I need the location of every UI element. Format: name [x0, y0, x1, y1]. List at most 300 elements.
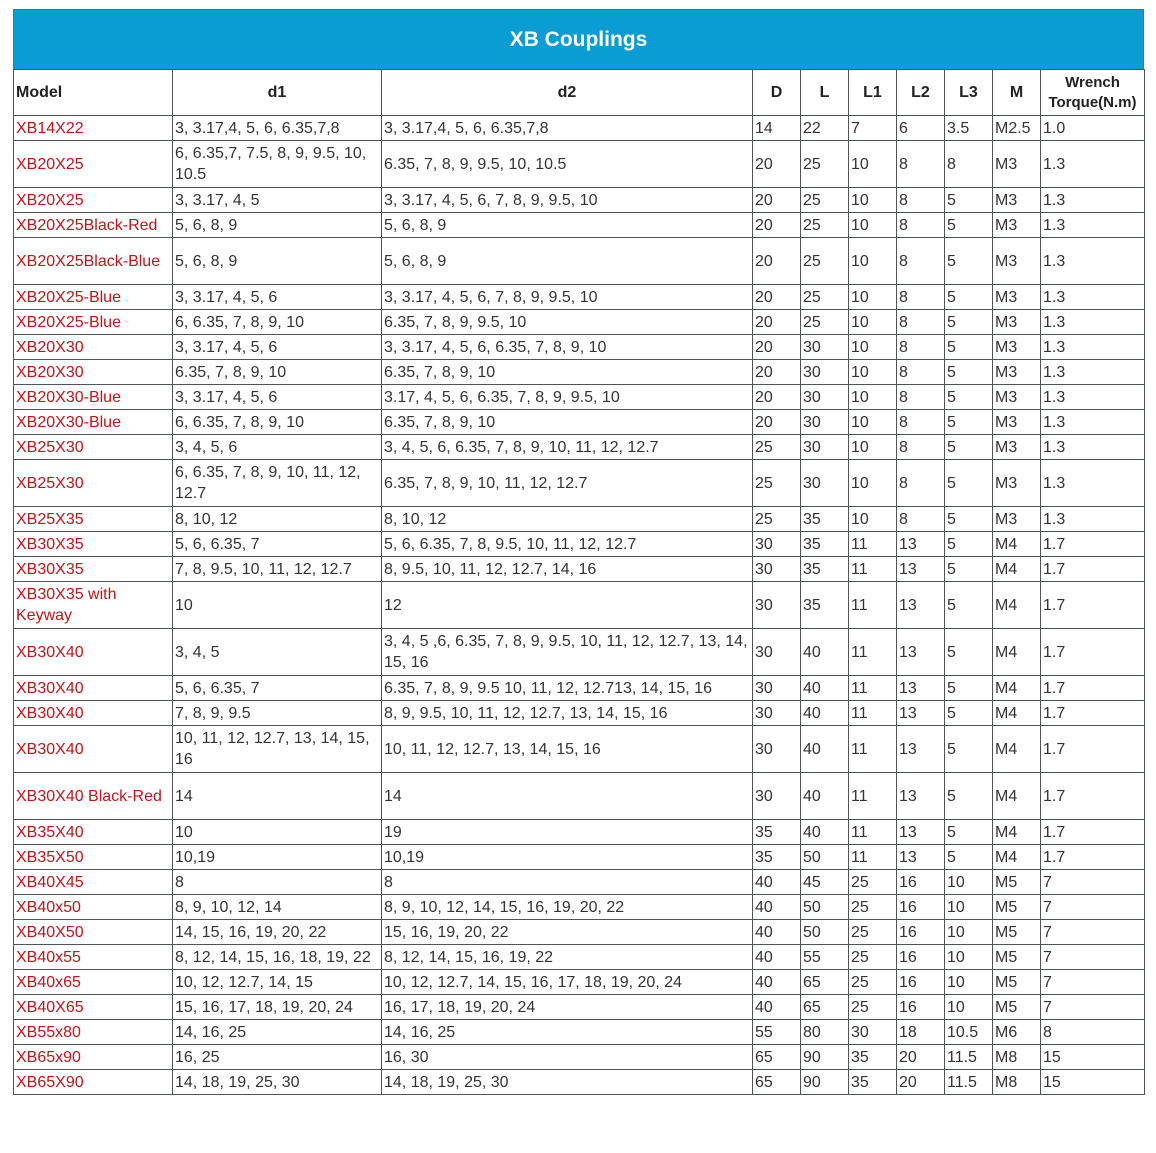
cell-l3: 5 [945, 335, 993, 360]
table-row [14, 726, 1145, 773]
cell-l1: 25 [849, 995, 897, 1020]
cell-d1: 7, 8, 9.5, 10, 11, 12, 12.7 [173, 557, 382, 582]
cell-d2: 8, 9, 10, 12, 14, 15, 16, 19, 20, 22 [382, 895, 753, 920]
cell-m: M4 [993, 582, 1041, 629]
header-L3: L3 [945, 70, 993, 116]
cell-m: M3 [993, 385, 1041, 410]
cell-m: M3 [993, 238, 1041, 285]
table-row [14, 410, 1145, 435]
cell-l3: 5 [945, 676, 993, 701]
cell-l3: 11.5 [945, 1070, 993, 1095]
table-row [14, 435, 1145, 460]
cell-l3: 5 [945, 213, 993, 238]
cell-l2: 13 [897, 701, 945, 726]
cell-l: 30 [801, 360, 849, 385]
cell-torque: 7 [1041, 995, 1145, 1020]
cell-l2: 8 [897, 410, 945, 435]
cell-torque: 1.3 [1041, 460, 1145, 507]
cell-l2: 16 [897, 870, 945, 895]
cell-m: M3 [993, 141, 1041, 188]
cell-d2: 3, 3.17, 4, 5, 6, 6.35, 7, 8, 9, 10 [382, 335, 753, 360]
table-row [14, 995, 1145, 1020]
cell-l: 35 [801, 582, 849, 629]
cell-l3: 5 [945, 310, 993, 335]
cell-model: XB25X35 [14, 507, 173, 532]
cell-d1: 10 [173, 582, 382, 629]
cell-l2: 8 [897, 141, 945, 188]
cell-d2: 6.35, 7, 8, 9, 9.5 10, 11, 12, 12.713, 14, 15, 16 [382, 676, 753, 701]
cell-d: 30 [753, 582, 801, 629]
cell-l: 50 [801, 895, 849, 920]
cell-d: 20 [753, 335, 801, 360]
cell-l1: 25 [849, 870, 897, 895]
cell-l3: 5 [945, 410, 993, 435]
cell-l1: 10 [849, 285, 897, 310]
cell-torque: 1.3 [1041, 310, 1145, 335]
cell-l: 25 [801, 285, 849, 310]
cell-l: 40 [801, 726, 849, 773]
cell-m: M8 [993, 1045, 1041, 1070]
table-row [14, 870, 1145, 895]
cell-d2: 5, 6, 6.35, 7, 8, 9.5, 10, 11, 12, 12.7 [382, 532, 753, 557]
cell-d: 30 [753, 532, 801, 557]
cell-torque: 1.7 [1041, 557, 1145, 582]
cell-d2: 3, 4, 5, 6, 6.35, 7, 8, 9, 10, 11, 12, 12.7 [382, 435, 753, 460]
cell-model: XB65x90 [14, 1045, 173, 1070]
table-row [14, 385, 1145, 410]
cell-l2: 13 [897, 726, 945, 773]
cell-l: 30 [801, 435, 849, 460]
cell-model: XB30X40 [14, 726, 173, 773]
cell-m: M4 [993, 557, 1041, 582]
cell-l2: 13 [897, 820, 945, 845]
cell-d: 30 [753, 726, 801, 773]
cell-m: M5 [993, 870, 1041, 895]
cell-l: 35 [801, 532, 849, 557]
cell-model: XB20X30-Blue [14, 410, 173, 435]
cell-d: 20 [753, 213, 801, 238]
cell-d2: 8 [382, 870, 753, 895]
cell-d1: 10 [173, 820, 382, 845]
cell-l1: 10 [849, 213, 897, 238]
cell-d2: 14, 16, 25 [382, 1020, 753, 1045]
cell-l1: 10 [849, 410, 897, 435]
cell-m: M4 [993, 676, 1041, 701]
table-row [14, 238, 1145, 285]
cell-d1: 8, 9, 10, 12, 14 [173, 895, 382, 920]
cell-d: 20 [753, 385, 801, 410]
cell-d2: 6.35, 7, 8, 9, 10 [382, 410, 753, 435]
cell-model: XB20X25-Blue [14, 310, 173, 335]
cell-l3: 10 [945, 920, 993, 945]
cell-m: M2.5 [993, 116, 1041, 141]
cell-d2: 16, 17, 18, 19, 20, 24 [382, 995, 753, 1020]
cell-l: 25 [801, 213, 849, 238]
cell-torque: 7 [1041, 920, 1145, 945]
cell-d: 40 [753, 970, 801, 995]
cell-model: XB20X30 [14, 360, 173, 385]
cell-torque: 1.3 [1041, 385, 1145, 410]
cell-model: XB30X40 [14, 676, 173, 701]
cell-l1: 25 [849, 920, 897, 945]
cell-d1: 3, 3.17,4, 5, 6, 6.35,7,8 [173, 116, 382, 141]
cell-l2: 16 [897, 995, 945, 1020]
cell-model: XB25X30 [14, 435, 173, 460]
cell-model: XB30X40 [14, 629, 173, 676]
cell-d: 30 [753, 629, 801, 676]
cell-l: 30 [801, 460, 849, 507]
header-d2: d2 [382, 70, 753, 116]
cell-l2: 8 [897, 507, 945, 532]
cell-l1: 10 [849, 310, 897, 335]
cell-l1: 10 [849, 360, 897, 385]
cell-l3: 5 [945, 435, 993, 460]
cell-d2: 15, 16, 19, 20, 22 [382, 920, 753, 945]
cell-m: M3 [993, 285, 1041, 310]
cell-m: M4 [993, 701, 1041, 726]
couplings-table-container [13, 9, 1144, 1095]
table-row [14, 895, 1145, 920]
cell-l3: 10.5 [945, 1020, 993, 1045]
cell-model: XB40X65 [14, 995, 173, 1020]
cell-d1: 3, 3.17, 4, 5, 6 [173, 285, 382, 310]
header-model: Model [14, 70, 173, 116]
cell-d1: 14, 15, 16, 19, 20, 22 [173, 920, 382, 945]
cell-l2: 8 [897, 335, 945, 360]
cell-torque: 1.3 [1041, 285, 1145, 310]
cell-l2: 18 [897, 1020, 945, 1045]
table-row [14, 188, 1145, 213]
cell-l3: 8 [945, 141, 993, 188]
cell-m: M4 [993, 629, 1041, 676]
cell-model: XB65X90 [14, 1070, 173, 1095]
cell-l2: 13 [897, 773, 945, 820]
cell-d1: 5, 6, 8, 9 [173, 213, 382, 238]
cell-l1: 30 [849, 1020, 897, 1045]
cell-l3: 5 [945, 385, 993, 410]
cell-m: M5 [993, 970, 1041, 995]
cell-torque: 1.3 [1041, 410, 1145, 435]
table-row [14, 532, 1145, 557]
table-row [14, 629, 1145, 676]
cell-l: 30 [801, 385, 849, 410]
header-row [14, 70, 1145, 116]
cell-m: M3 [993, 435, 1041, 460]
cell-d: 25 [753, 507, 801, 532]
table-row [14, 360, 1145, 385]
cell-l3: 5 [945, 532, 993, 557]
header-L: L [801, 70, 849, 116]
cell-d1: 8 [173, 870, 382, 895]
cell-model: XB20X25Black-Blue [14, 238, 173, 285]
table-row [14, 335, 1145, 360]
cell-l1: 11 [849, 582, 897, 629]
cell-l3: 5 [945, 238, 993, 285]
cell-d1: 8, 10, 12 [173, 507, 382, 532]
cell-model: XB40x50 [14, 895, 173, 920]
cell-l3: 10 [945, 970, 993, 995]
cell-torque: 1.7 [1041, 582, 1145, 629]
cell-l3: 11.5 [945, 1045, 993, 1070]
cell-l: 90 [801, 1070, 849, 1095]
cell-d1: 10, 12, 12.7, 14, 15 [173, 970, 382, 995]
cell-d1: 3, 3.17, 4, 5 [173, 188, 382, 213]
cell-d: 40 [753, 920, 801, 945]
cell-d2: 19 [382, 820, 753, 845]
cell-d2: 8, 10, 12 [382, 507, 753, 532]
cell-torque: 1.7 [1041, 629, 1145, 676]
cell-l1: 11 [849, 557, 897, 582]
cell-torque: 1.7 [1041, 726, 1145, 773]
cell-model: XB40X45 [14, 870, 173, 895]
cell-l2: 8 [897, 285, 945, 310]
cell-l: 40 [801, 701, 849, 726]
cell-d: 30 [753, 773, 801, 820]
cell-m: M4 [993, 845, 1041, 870]
cell-torque: 1.3 [1041, 435, 1145, 460]
cell-d1: 14, 18, 19, 25, 30 [173, 1070, 382, 1095]
cell-l: 65 [801, 970, 849, 995]
cell-l2: 8 [897, 385, 945, 410]
cell-m: M3 [993, 507, 1041, 532]
cell-d2: 6.35, 7, 8, 9, 9.5, 10, 10.5 [382, 141, 753, 188]
table-row [14, 945, 1145, 970]
cell-l: 25 [801, 188, 849, 213]
cell-model: XB20X30-Blue [14, 385, 173, 410]
cell-d: 20 [753, 285, 801, 310]
cell-l: 55 [801, 945, 849, 970]
cell-l: 45 [801, 870, 849, 895]
cell-d2: 10, 11, 12, 12.7, 13, 14, 15, 16 [382, 726, 753, 773]
cell-d: 14 [753, 116, 801, 141]
cell-model: XB55x80 [14, 1020, 173, 1045]
cell-l: 25 [801, 310, 849, 335]
cell-l2: 16 [897, 920, 945, 945]
table-row [14, 116, 1145, 141]
cell-l1: 10 [849, 385, 897, 410]
cell-l: 30 [801, 410, 849, 435]
cell-l3: 5 [945, 701, 993, 726]
cell-l1: 35 [849, 1070, 897, 1095]
cell-m: M3 [993, 213, 1041, 238]
cell-m: M6 [993, 1020, 1041, 1045]
cell-l1: 11 [849, 532, 897, 557]
table-row [14, 845, 1145, 870]
cell-l: 25 [801, 238, 849, 285]
cell-l: 50 [801, 845, 849, 870]
table-row [14, 676, 1145, 701]
cell-l2: 16 [897, 970, 945, 995]
cell-l3: 10 [945, 945, 993, 970]
cell-d: 65 [753, 1070, 801, 1095]
cell-d: 30 [753, 701, 801, 726]
cell-l2: 8 [897, 435, 945, 460]
cell-l1: 35 [849, 1045, 897, 1070]
header-M: M [993, 70, 1041, 116]
cell-model: XB20X25 [14, 141, 173, 188]
cell-m: M8 [993, 1070, 1041, 1095]
cell-d2: 8, 12, 14, 15, 16, 19, 22 [382, 945, 753, 970]
cell-m: M3 [993, 460, 1041, 507]
cell-d2: 5, 6, 8, 9 [382, 238, 753, 285]
cell-d1: 3, 4, 5 [173, 629, 382, 676]
cell-torque: 1.3 [1041, 188, 1145, 213]
cell-d1: 14, 16, 25 [173, 1020, 382, 1045]
cell-d: 35 [753, 820, 801, 845]
cell-d2: 8, 9, 9.5, 10, 11, 12, 12.7, 13, 14, 15, 16 [382, 701, 753, 726]
cell-torque: 1.7 [1041, 701, 1145, 726]
cell-d1: 6.35, 7, 8, 9, 10 [173, 360, 382, 385]
cell-l1: 10 [849, 141, 897, 188]
cell-torque: 7 [1041, 945, 1145, 970]
cell-torque: 1.0 [1041, 116, 1145, 141]
cell-l: 22 [801, 116, 849, 141]
cell-l: 50 [801, 920, 849, 945]
cell-l: 40 [801, 773, 849, 820]
cell-l2: 13 [897, 845, 945, 870]
cell-d1: 6, 6.35, 7, 8, 9, 10, 11, 12, 12.7 [173, 460, 382, 507]
cell-d2: 3, 3.17,4, 5, 6, 6.35,7,8 [382, 116, 753, 141]
table-row [14, 460, 1145, 507]
cell-l2: 8 [897, 188, 945, 213]
cell-model: XB20X25 [14, 188, 173, 213]
cell-l1: 10 [849, 335, 897, 360]
cell-m: M5 [993, 920, 1041, 945]
cell-l: 65 [801, 995, 849, 1020]
cell-l1: 11 [849, 773, 897, 820]
cell-l3: 5 [945, 557, 993, 582]
cell-d: 55 [753, 1020, 801, 1045]
cell-l: 80 [801, 1020, 849, 1045]
cell-d: 20 [753, 410, 801, 435]
cell-l1: 11 [849, 701, 897, 726]
cell-model: XB20X30 [14, 335, 173, 360]
cell-l2: 13 [897, 557, 945, 582]
table-row [14, 507, 1145, 532]
cell-model: XB30X35 [14, 557, 173, 582]
cell-m: M3 [993, 310, 1041, 335]
cell-m: M4 [993, 820, 1041, 845]
cell-l1: 25 [849, 970, 897, 995]
cell-d: 30 [753, 557, 801, 582]
cell-torque: 1.7 [1041, 820, 1145, 845]
cell-d1: 7, 8, 9, 9.5 [173, 701, 382, 726]
table-row [14, 582, 1145, 629]
cell-m: M5 [993, 995, 1041, 1020]
cell-l2: 8 [897, 310, 945, 335]
table-row [14, 1045, 1145, 1070]
cell-d1: 5, 6, 8, 9 [173, 238, 382, 285]
cell-d1: 5, 6, 6.35, 7 [173, 676, 382, 701]
cell-d2: 3, 3.17, 4, 5, 6, 7, 8, 9, 9.5, 10 [382, 285, 753, 310]
cell-l3: 10 [945, 895, 993, 920]
cell-l: 35 [801, 557, 849, 582]
cell-l2: 13 [897, 532, 945, 557]
cell-torque: 15 [1041, 1045, 1145, 1070]
cell-model: XB35X50 [14, 845, 173, 870]
cell-l2: 8 [897, 213, 945, 238]
header-wrench-line2: Torque(N.m) [1048, 93, 1137, 111]
cell-model: XB35X40 [14, 820, 173, 845]
cell-l3: 5 [945, 188, 993, 213]
cell-l1: 10 [849, 238, 897, 285]
table-row [14, 701, 1145, 726]
table-title: XB Couplings [13, 9, 1144, 69]
cell-m: M3 [993, 410, 1041, 435]
cell-l3: 10 [945, 995, 993, 1020]
cell-d1: 6, 6.35, 7, 8, 9, 10 [173, 410, 382, 435]
table-row [14, 773, 1145, 820]
cell-l1: 10 [849, 435, 897, 460]
header-wrench-line1: Wrench [1065, 73, 1120, 91]
cell-l3: 5 [945, 582, 993, 629]
cell-l2: 16 [897, 895, 945, 920]
cell-model: XB40X50 [14, 920, 173, 945]
cell-d: 40 [753, 895, 801, 920]
cell-l1: 25 [849, 945, 897, 970]
cell-d1: 15, 16, 17, 18, 19, 20, 24 [173, 995, 382, 1020]
cell-l3: 5 [945, 726, 993, 773]
header-d1: d1 [173, 70, 382, 116]
cell-l2: 13 [897, 676, 945, 701]
cell-l: 40 [801, 820, 849, 845]
header-L1: L1 [849, 70, 897, 116]
cell-d2: 6.35, 7, 8, 9, 10 [382, 360, 753, 385]
cell-m: M3 [993, 335, 1041, 360]
cell-torque: 15 [1041, 1070, 1145, 1095]
cell-d2: 14 [382, 773, 753, 820]
cell-d: 20 [753, 310, 801, 335]
cell-d: 25 [753, 460, 801, 507]
cell-torque: 1.7 [1041, 773, 1145, 820]
table-row [14, 820, 1145, 845]
cell-d1: 3, 3.17, 4, 5, 6 [173, 385, 382, 410]
cell-model: XB14X22 [14, 116, 173, 141]
cell-l3: 5 [945, 629, 993, 676]
cell-torque: 1.3 [1041, 141, 1145, 188]
cell-l2: 20 [897, 1045, 945, 1070]
cell-l: 40 [801, 676, 849, 701]
table-row [14, 1070, 1145, 1095]
cell-torque: 7 [1041, 870, 1145, 895]
cell-l2: 13 [897, 629, 945, 676]
cell-l1: 11 [849, 845, 897, 870]
table-row [14, 213, 1145, 238]
cell-d: 30 [753, 676, 801, 701]
cell-d2: 3.17, 4, 5, 6, 6.35, 7, 8, 9, 9.5, 10 [382, 385, 753, 410]
cell-l3: 5 [945, 460, 993, 507]
cell-l1: 10 [849, 507, 897, 532]
table-row [14, 970, 1145, 995]
cell-torque: 7 [1041, 895, 1145, 920]
cell-l1: 11 [849, 676, 897, 701]
cell-d2: 5, 6, 8, 9 [382, 213, 753, 238]
cell-l1: 25 [849, 895, 897, 920]
table-row [14, 310, 1145, 335]
cell-d1: 8, 12, 14, 15, 16, 18, 19, 22 [173, 945, 382, 970]
cell-m: M4 [993, 726, 1041, 773]
header-D: D [753, 70, 801, 116]
cell-d2: 14, 18, 19, 25, 30 [382, 1070, 753, 1095]
cell-model: XB40x55 [14, 945, 173, 970]
table-row [14, 1020, 1145, 1045]
cell-d2: 10, 12, 12.7, 14, 15, 16, 17, 18, 19, 20, 24 [382, 970, 753, 995]
cell-l1: 7 [849, 116, 897, 141]
cell-l3: 5 [945, 360, 993, 385]
cell-model: XB40x65 [14, 970, 173, 995]
cell-l1: 11 [849, 726, 897, 773]
cell-l: 25 [801, 141, 849, 188]
